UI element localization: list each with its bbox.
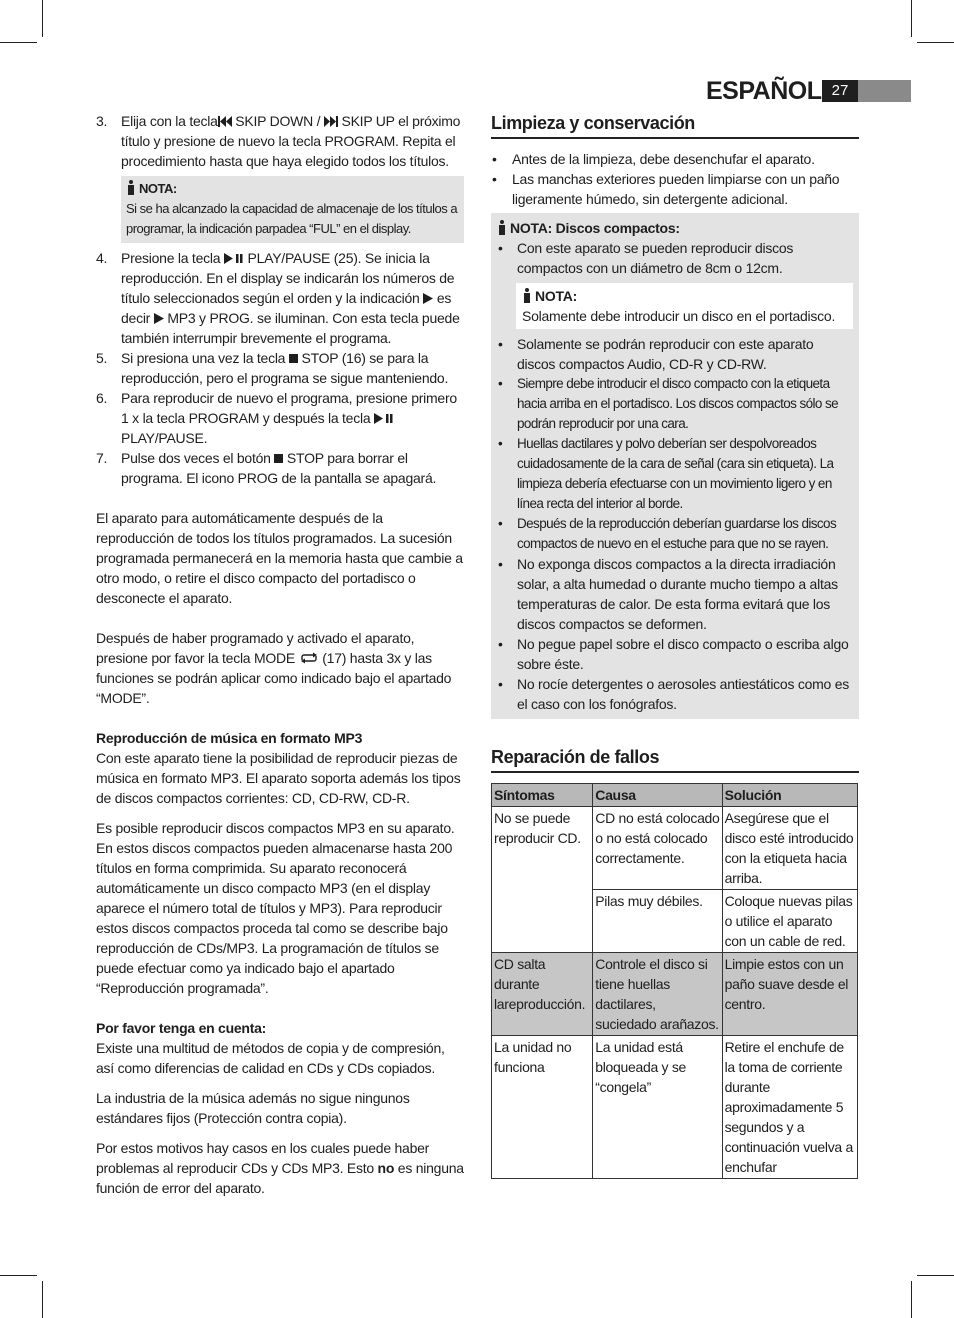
list-item-text: SKIP UP el próximo título y presione de nuevo la tecla PROGRAM. Repita el procedimiento hasta que haya elegido todos los títulos.: [121, 113, 461, 169]
table-cell: No se puede reproducir CD.: [492, 807, 593, 953]
paragraph: Existe una multitud de métodos de copia y de compresión, así como diferencias de calidad en CDs y CDs copiados.: [96, 1040, 445, 1076]
play-icon: [154, 310, 164, 326]
column-header: Solución: [722, 784, 857, 807]
right-column: [491, 111, 859, 1179]
table-cell: CD salta durante lareproducción.: [492, 953, 593, 1036]
crop-mark: [917, 1275, 954, 1276]
table-cell: La unidad está bloqueada y se “congela”: [593, 1036, 722, 1179]
list-item-number: 4.: [96, 250, 108, 266]
crop-mark: [42, 1281, 43, 1318]
note-text: Si se ha alcanzado la capacidad de almacenaje de los títulos a programar, la indicación parpadea “FUL” en el display.: [126, 201, 458, 236]
info-icon: [126, 180, 136, 195]
paragraph-text: (17) hasta 3x y las funciones se podrán aplicar como indicado bajo el apartado “MODE”.: [96, 650, 452, 706]
list-item-text: SKIP DOWN /: [231, 113, 324, 129]
list-item-text: Presione la tecla: [121, 250, 224, 266]
list-item-text: Si presiona una vez la tecla: [121, 350, 289, 366]
paragraph-text: Por estos motivos hay casos en los cuales puede haber problemas al reproducir CDs y CDs MP3. Esto: [96, 1140, 430, 1176]
crop-mark: [911, 0, 912, 37]
list-item-text: Pulse dos veces el botón: [121, 450, 275, 466]
list-item-number: 7.: [96, 450, 108, 466]
list-item-text: es decir: [121, 290, 452, 326]
table-cell: Retire el enchufe de la toma de corriente durante aproximadamente 5 segundos y a continuación vuelva a enchufar: [722, 1036, 857, 1179]
troubleshooting-table: [491, 783, 858, 1179]
table-cell: Limpie estos con un paño suave desde el centro.: [722, 953, 857, 1036]
repair-heading: Reparación de fallos: [491, 745, 859, 773]
table-header-row: [492, 784, 858, 807]
table-row: [492, 1036, 858, 1179]
paragraph-text: es ninguna función de error del aparato.: [96, 1160, 464, 1196]
paragraph: [96, 1138, 464, 1198]
page-number: 27: [822, 80, 858, 102]
list-item: [96, 111, 464, 171]
column-header: Síntomas: [492, 784, 593, 807]
list-item: [96, 248, 464, 348]
bullet-item: • No rocíe detergentes o aerosoles antiestáticos como es el caso con los fonógrafos.: [497, 674, 853, 714]
skip-down-icon: [218, 113, 232, 129]
bullet-item: • Huellas dactilares y polvo deberían ser despolvoreados cuidadosamente de la cara de señal (cara sin etiqueta). La limpieza debería efectuarse con un movimiento ligero y en línea recta del interior al borde.: [497, 434, 853, 514]
table-cell: La unidad no funciona: [492, 1036, 593, 1179]
play-icon: [423, 290, 433, 306]
note-title: NOTA:: [535, 288, 578, 304]
emphasis-text: no: [377, 1160, 395, 1176]
skip-up-icon: [324, 113, 338, 129]
bullet-item: • Antes de la limpieza, debe desenchufar el aparato.: [491, 149, 859, 169]
list-item-number: 5.: [96, 350, 108, 366]
bullet-item: • Solamente se podrán reproducir con este aparato discos compactos Audio, CD-R y CD-RW.: [497, 334, 853, 374]
list-item-text: Para reproducir de nuevo el programa, presione primero 1 x la tecla PROGRAM y después la tecla: [121, 390, 457, 426]
page-number-bar: [858, 80, 911, 102]
bullet-item: • No exponga discos compactos a la directa irradiación solar, a alta humedad o durante mucho tiempo a altas temperaturas de calor. De esta forma evitará que los discos compactos se deformen.: [497, 554, 853, 634]
paragraph: Con este aparato tiene la posibilidad de reproducir piezas de música en formato MP3. El aparato soporta además los tipos de discos compactos corrientes: CD, CD-RW, CD-R.: [96, 750, 461, 806]
note-title: NOTA:: [139, 181, 177, 196]
cd-note-box: [491, 213, 859, 719]
table-cell: Controle el disco si tiene huellas dactilares, suciedado arañazos.: [593, 953, 722, 1036]
list-item-text: STOP (16) se para la reproducción, pero el programa se sigue manteniendo.: [121, 350, 449, 386]
table-cell: Asegúrese que el disco esté introducido con la etiqueta hacia arriba.: [722, 807, 857, 890]
list-item: [96, 348, 464, 388]
note-box: [121, 176, 464, 243]
crop-mark: [911, 1281, 912, 1318]
list-item-text: Elija con la tecla: [121, 113, 218, 129]
bullet-item: • Con este aparato se pueden reproducir discos compactos con un diámetro de 8cm o 12cm.: [497, 238, 853, 278]
left-column: [96, 111, 464, 1198]
inner-note-box: [516, 283, 853, 329]
paragraph: La industria de la música además no sigue ningunos estándares fijos (Protección contra copia).: [96, 1090, 410, 1126]
note-text: Solamente debe introducir un disco en el portadisco.: [522, 308, 836, 324]
play-pause-icon: [224, 250, 244, 266]
list-item-number: 6.: [96, 390, 108, 406]
table-row: [492, 807, 858, 890]
list-item-text: PLAY/PAUSE.: [121, 430, 208, 446]
list-item-text: PLAY/PAUSE (25). Se inicia la reproducción. En el display se indicarán los números de título seleccionados según el orden y la indicación: [121, 250, 455, 306]
bullet-item: • No pegue papel sobre el disco compacto o escriba algo sobre éste.: [497, 634, 853, 674]
table-cell: Pilas muy débiles.: [593, 890, 722, 953]
crop-mark: [42, 0, 43, 37]
bullet-item: • Las manchas exteriores pueden limpiarse con un paño ligeramente húmedo, sin detergente adicional.: [491, 169, 859, 209]
stop-icon: [274, 450, 283, 466]
paragraph: [96, 628, 464, 708]
paragraph-text: Después de haber programado y activado el aparato, presione por favor la tecla MODE: [96, 630, 415, 666]
paragraph: Es posible reproducir discos compactos MP3 en su aparato. En estos discos compactos pueden almacenarse hasta 200 títulos en forma comprimida. Su aparato reconocerá automáticamente un disco compacto MP3 (en el display aparece el número total de títulos y MP3). Para reproducir estos discos compactos proceda tal como se describe bajo reproducción de CDs/MP3. La programación de títulos se puede efectuar como ya indicado bajo el apartado “Reproducción programada”.: [96, 820, 455, 996]
note-title: NOTA: Discos compactos:: [510, 220, 680, 236]
table-row: [492, 953, 858, 1036]
stop-icon: [289, 350, 298, 366]
table-cell: CD no está colocado o no está colocado correctamente.: [593, 807, 722, 890]
language-heading: ESPAÑOL: [706, 77, 822, 105]
mp3-heading: Reproducción de música en formato MP3: [96, 730, 363, 746]
list-item-text: MP3 y PROG. se iluminan. Con esta tecla puede también interrumpir brevemente el programa.: [121, 310, 460, 346]
crop-mark: [917, 42, 954, 43]
table-cell: Coloque nuevas pilas o utilice el aparato con un cable de red.: [722, 890, 857, 953]
bullet-item: • Siempre debe introducir el disco compacto con la etiqueta hacia arriba en el portadisco. Los discos compactos sólo se podrán reproducir por una cara.: [497, 374, 853, 434]
mode-repeat-icon: [299, 650, 319, 666]
info-icon: [497, 220, 507, 235]
list-item: [96, 448, 464, 488]
list-item-text: STOP para borrar el programa. El icono PROG de la pantalla se apagará.: [121, 450, 437, 486]
list-item-number: 3.: [96, 113, 108, 129]
column-header: Causa: [593, 784, 722, 807]
paragraph: El aparato para automáticamente después de la reproducción de todos los títulos programados. La sucesión programada permanecerá en la memoria hasta que cambie a otro modo, o retire el disco compacto del portadisco o desconecte el aparato.: [96, 510, 463, 606]
crop-mark: [0, 1275, 37, 1276]
attention-heading: Por favor tenga en cuenta:: [96, 1020, 267, 1036]
info-icon: [522, 288, 532, 303]
crop-mark: [0, 42, 37, 43]
list-item: [96, 388, 464, 448]
cleaning-heading: Limpieza y conservación: [491, 111, 859, 139]
bullet-item: • Después de la reproducción deberían guardarse los discos compactos de nuevo en el estuche para que no se rayen.: [497, 514, 853, 554]
play-pause-icon: [374, 410, 394, 426]
